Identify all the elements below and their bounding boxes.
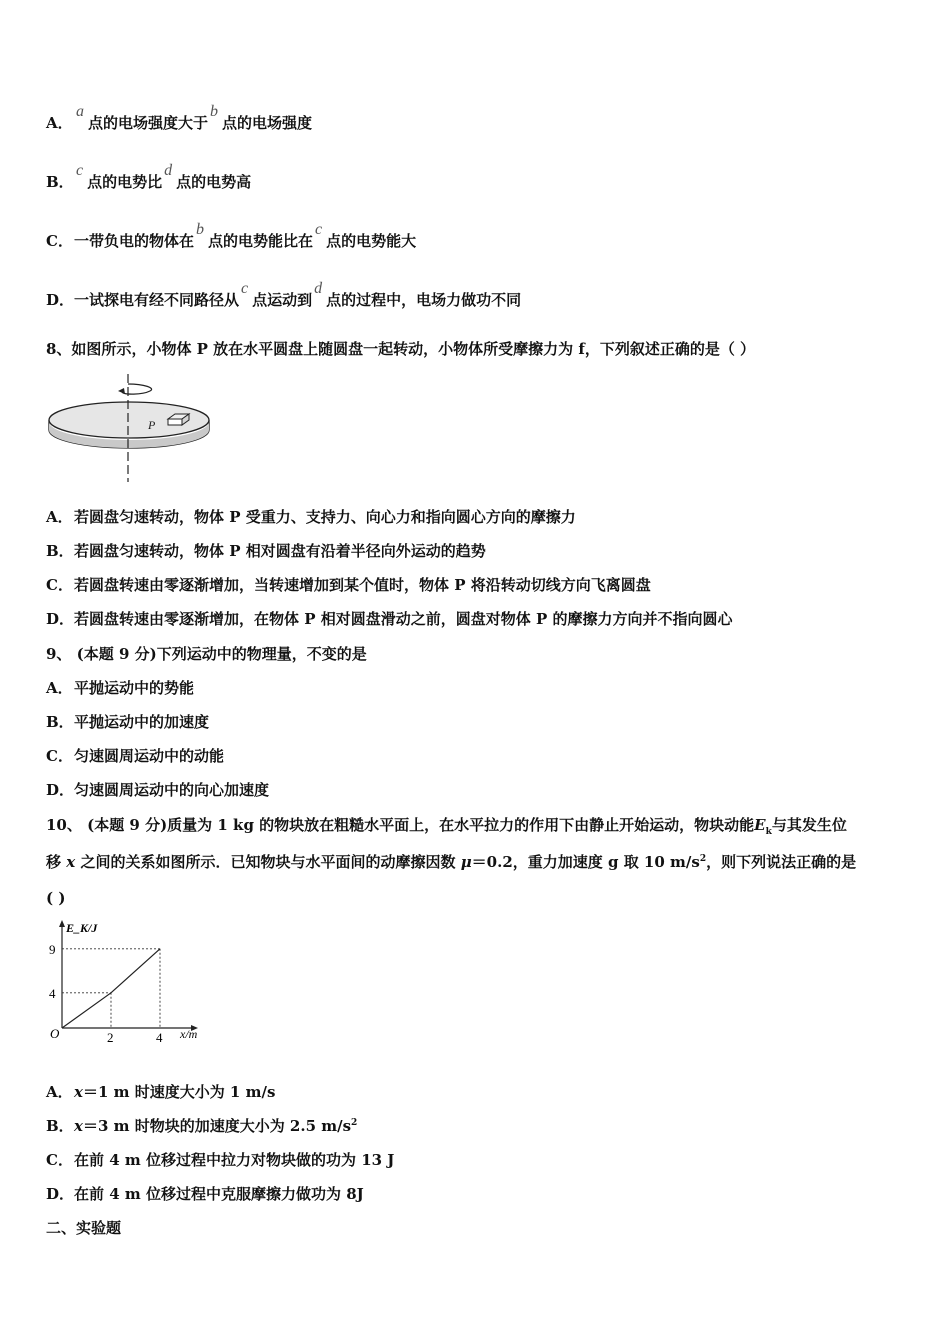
y-axis-label: E_K/J	[66, 921, 98, 935]
q9-option-a: A．平抛运动中的势能	[46, 679, 195, 697]
q9-option-d: D．匀速圆周运动中的向心加速度	[46, 781, 270, 799]
x-tick-label: 4	[156, 1030, 163, 1044]
q10-answer-paren: ( )	[46, 889, 66, 907]
x-axis-label: x/m	[180, 1027, 198, 1041]
origin-label: O	[50, 1026, 60, 1041]
ek-x-chart	[44, 918, 214, 1044]
q8-option-c: C．若圆盘转速由零逐渐增加，当转速增加到某个值时，物体 P 将沿转动切线方向飞离圆盘	[46, 576, 651, 594]
q8-stem: 8、如图所示，小物体 P 放在水平圆盘上随圆盘一起转动，小物体所受摩擦力为 f，下列叙述正确的是（ ）	[46, 340, 756, 358]
q8-option-d: D．若圆盘转速由零逐渐增加，在物体 P 相对圆盘滑动之前，圆盘对物体 P 的摩擦力方向并不指向圆心	[46, 610, 733, 628]
q7-option-a: A．a点的电场强度大于b点的电场强度	[46, 103, 313, 132]
q10-option-c: C．在前 4 m 位移过程中拉力对物块做的功为 13 J	[46, 1151, 395, 1169]
q7-option-d: D．一试探电有经不同路径从c点运动到d点的过程中，电场力做功不同	[46, 280, 522, 309]
q10-option-a: A．x＝1 m 时速度大小为 1 m/s	[46, 1083, 276, 1101]
y-axis-arrow-icon	[59, 920, 65, 927]
q10-stem-line2: 移 x 之间的关系如图所示．已知物块与水平面间的动摩擦因数 μ＝0.2，重力加速度 g 取 10 $m/s^2$，则下列说法正确的是	[46, 853, 857, 871]
x-tick-label: 2	[107, 1030, 114, 1044]
q9-stem: 9、 (本题 9 分)下列运动中的物理量，不变的是	[46, 645, 367, 663]
q9-option-b: B．平抛运动中的加速度	[46, 713, 210, 731]
q7-option-c: C．一带负电的物体在b点的电势能比在c点的电势能大	[46, 221, 417, 250]
q10-option-b: B．x＝3 m 时物块的加速度大小为 2.5 $m/s^2$	[46, 1117, 358, 1135]
q10-stem-line1: 10、 (本题 9 分)质量为 1 kg 的物块放在粗糙水平面上，在水平拉力的作用下由静止开始运动，物块动能$E_k$与其发生位	[46, 816, 847, 837]
rotating-disk-figure	[44, 370, 214, 485]
series-line	[62, 949, 160, 1028]
q8-option-b: B．若圆盘匀速转动，物体 P 相对圆盘有沿着半径向外运动的趋势	[46, 542, 486, 560]
block-label-p: P	[148, 418, 156, 432]
section-title: 二、实验题	[46, 1219, 122, 1237]
q7-option-b: B．c点的电势比d点的电势高	[46, 162, 252, 191]
q9-option-c: C．匀速圆周运动中的动能	[46, 747, 225, 765]
q8-option-a: A．若圆盘匀速转动，物体 P 受重力、支持力、向心力和指向圆心方向的摩擦力	[46, 508, 576, 526]
y-tick-label: 4	[49, 985, 56, 1001]
q10-option-d: D．在前 4 m 位移过程中克服摩擦力做功为 8J	[46, 1185, 364, 1203]
y-tick-label: 9	[49, 941, 56, 957]
